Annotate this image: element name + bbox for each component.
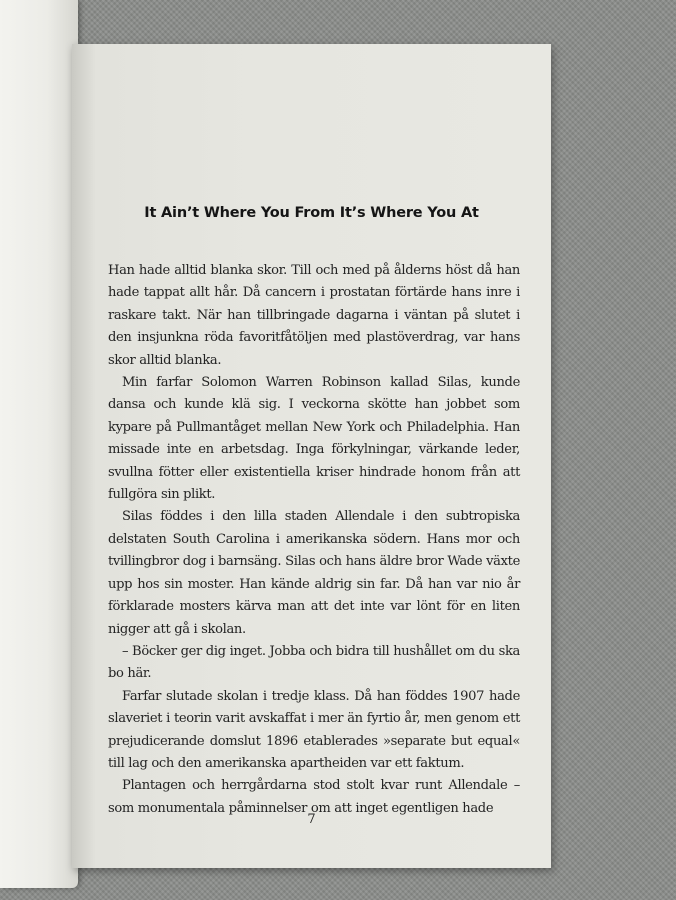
dialogue-paragraph: – Böcker ger dig inget. Jobba och bidra till hushållet om du ska bo här. [108,643,520,682]
page-number: 7 [307,812,316,827]
paragraph: Min farfar Solomon Warren Robinson kallad Silas, kunde dansa och kunde klä sig. I veckorna skötte han jobbet som kypare på Pullmantåget mellan New York och Philadelphia. Han missade inte en arbetsdag. Inga förkylningar, värkande leder, svullna fötter eller existentiella kriser hindrade honom från att fullgöra sin plikt. [108,375,520,503]
paragraph: Farfar slutade skolan i tredje klass. Då han föddes 1907 hade slaveriet i teorin varit avskaffat i mer än fyrtio år, men genom ett prejudicerande domslut 1896 etablerades »separate but equal« till lag och den amerikanska apartheiden var ett faktum. [108,688,520,771]
chapter-title: It Ain’t Where You From It’s Where You At [144,205,479,221]
paragraph: Silas föddes i den lilla staden Allendale i den subtropiska delstaten South Carolina i amerikanska södern. Hans mor och tvillingbror dog i barnsäng. Silas och hans äldre bror Wade växte upp hos sin moster. Han kände aldrig sin far. Då han var nio år förklarade mosters kärva man att det inte var lönt för en liten nigger att gå i skolan. [108,509,520,637]
paragraph: Han hade alltid blanka skor. Till och med på ålderns höst då han hade tappat allt hår. Då cancern i prostatan förtärde hans inre i raskare takt. När han tillbringade dagarna i väntan på slutet i den insjunkna röda favoritfåtöljen med plastöverdrag, var hans skor alltid blanka. [108,263,520,368]
left-page [0,0,78,888]
paragraph: Plantagen och herrgårdarna stod stolt kvar runt Allendale – som monumentala påminnelser om att inget egentligen hade [108,778,520,816]
body-text [108,260,520,820]
